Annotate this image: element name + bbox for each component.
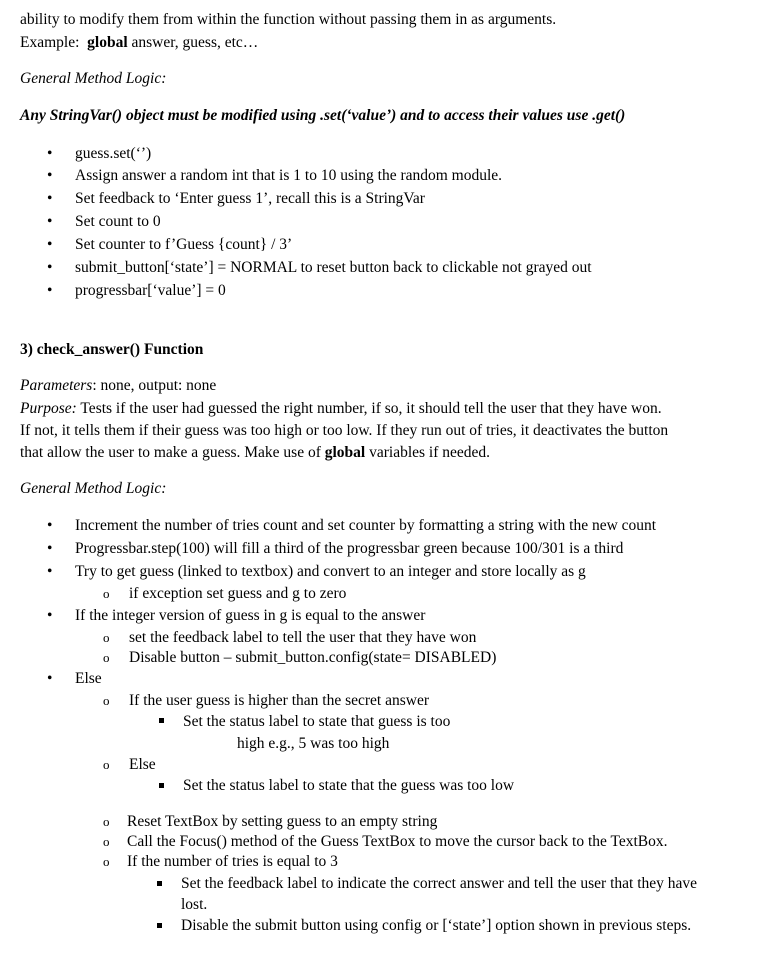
circle-bullet-icon: o (103, 650, 110, 665)
bullet-icon: • (47, 213, 53, 230)
sub-list-item: If the number of tries is equal to 3 (127, 853, 338, 870)
example-keyword: global (87, 34, 128, 51)
circle-bullet-icon: o (103, 630, 110, 645)
square-bullet-icon (157, 923, 162, 928)
intro-line: ability to modify them from within the function without passing them in as arguments. (20, 11, 557, 28)
bullet-icon: • (47, 282, 53, 299)
bullet-icon: • (47, 190, 53, 207)
circle-bullet-icon: o (103, 814, 110, 829)
sub-sub-list-item-continued: lost. (181, 896, 208, 913)
sub-sub-list-item: Set the feedback label to indicate the correct answer and tell the user that they have (181, 875, 698, 892)
parameters-label: Parameters (20, 377, 93, 394)
example-line (20, 33, 258, 53)
sub-list-item: Call the Focus() method of the Guess TextBox to move the cursor back to the TextBox. (127, 833, 668, 850)
purpose-text-3a: that allow the user to make a guess. Make use of (20, 444, 325, 461)
logic-heading-2: General Method Logic: (20, 480, 167, 497)
list-item: If the integer version of guess in g is equal to the answer (75, 607, 426, 624)
bullet-icon: • (47, 517, 53, 534)
sub-list-item: if exception set guess and g to zero (129, 585, 347, 602)
parameters-line (20, 376, 216, 396)
bullet-icon: • (47, 259, 53, 276)
section-heading: 3) check_answer() Function (20, 341, 204, 358)
example-prefix: Example: (20, 34, 80, 51)
bullet-icon: • (47, 236, 53, 253)
sub-sub-list-item: Set the status label to state that the guess was too low (183, 777, 515, 794)
logic-heading-1: General Method Logic: (20, 70, 167, 87)
purpose-line-2: If not, it tells them if their guess was too high or too low. If they run out of tries, it deactivates the button (20, 422, 669, 439)
sub-sub-list-item: Disable the submit button using config or [‘state’] option shown in previous steps. (181, 917, 692, 934)
stringvar-note: Any StringVar() object must be modified using .set(‘value’) and to access their values use .get() (20, 107, 626, 124)
sub-list-item: Reset TextBox by setting guess to an empty string (127, 813, 438, 830)
square-bullet-icon (157, 881, 162, 886)
bullet-icon: • (47, 607, 53, 624)
circle-bullet-icon: o (103, 854, 110, 869)
list-item: Set count to 0 (75, 213, 161, 230)
list-item: guess.set(‘’) (75, 145, 152, 162)
sub-list-item: Disable button – submit_button.config(state= DISABLED) (129, 649, 497, 666)
circle-bullet-icon: o (103, 693, 110, 708)
sub-list-item: set the feedback label to tell the user that they have won (129, 629, 477, 646)
circle-bullet-icon: o (103, 757, 110, 772)
circle-bullet-icon: o (103, 834, 110, 849)
square-bullet-icon (159, 783, 164, 788)
list-item: submit_button[‘state’] = NORMAL to reset button back to clickable not grayed out (75, 259, 592, 276)
list-item: Else (75, 670, 102, 687)
purpose-text-1: Tests if the user had guessed the right number, if so, it should tell the user that they have won. (76, 400, 662, 417)
purpose-label: Purpose: (20, 400, 77, 417)
list-item: Assign answer a random int that is 1 to 10 using the random module. (75, 167, 503, 184)
list-item: Set feedback to ‘Enter guess 1’, recall this is a StringVar (75, 190, 425, 207)
list-item: Progressbar.step(100) will fill a third of the progressbar green because 100/301 is a third (75, 540, 624, 557)
example-rest: answer, guess, etc… (127, 34, 259, 51)
list-item: progressbar[‘value’] = 0 (75, 282, 226, 299)
purpose-keyword: global (324, 444, 366, 461)
sub-sub-list-item-continued: high e.g., 5 was too high (237, 735, 390, 752)
purpose-text-3b: variables if needed. (365, 444, 491, 461)
sub-list-item: If the user guess is higher than the secret answer (129, 692, 429, 709)
bullet-icon: • (47, 540, 53, 557)
sub-list-item: Else (129, 756, 156, 773)
purpose-line-3 (20, 443, 490, 463)
bullet-icon: • (47, 563, 53, 580)
list-item: Increment the number of tries count and set counter by formatting a string with the new count (75, 517, 657, 534)
bullet-icon: • (47, 167, 53, 184)
list-item: Try to get guess (linked to textbox) and convert to an integer and store locally as g (75, 563, 586, 580)
sub-sub-list-item: Set the status label to state that guess is too (183, 713, 451, 730)
bullet-icon: • (47, 670, 53, 687)
bullet-icon: • (47, 145, 53, 162)
purpose-line-1 (20, 399, 662, 419)
parameters-text: : none, output: none (92, 377, 217, 394)
list-item: Set counter to f’Guess {count} / 3’ (75, 236, 293, 253)
square-bullet-icon (159, 718, 164, 723)
circle-bullet-icon: o (103, 586, 110, 601)
